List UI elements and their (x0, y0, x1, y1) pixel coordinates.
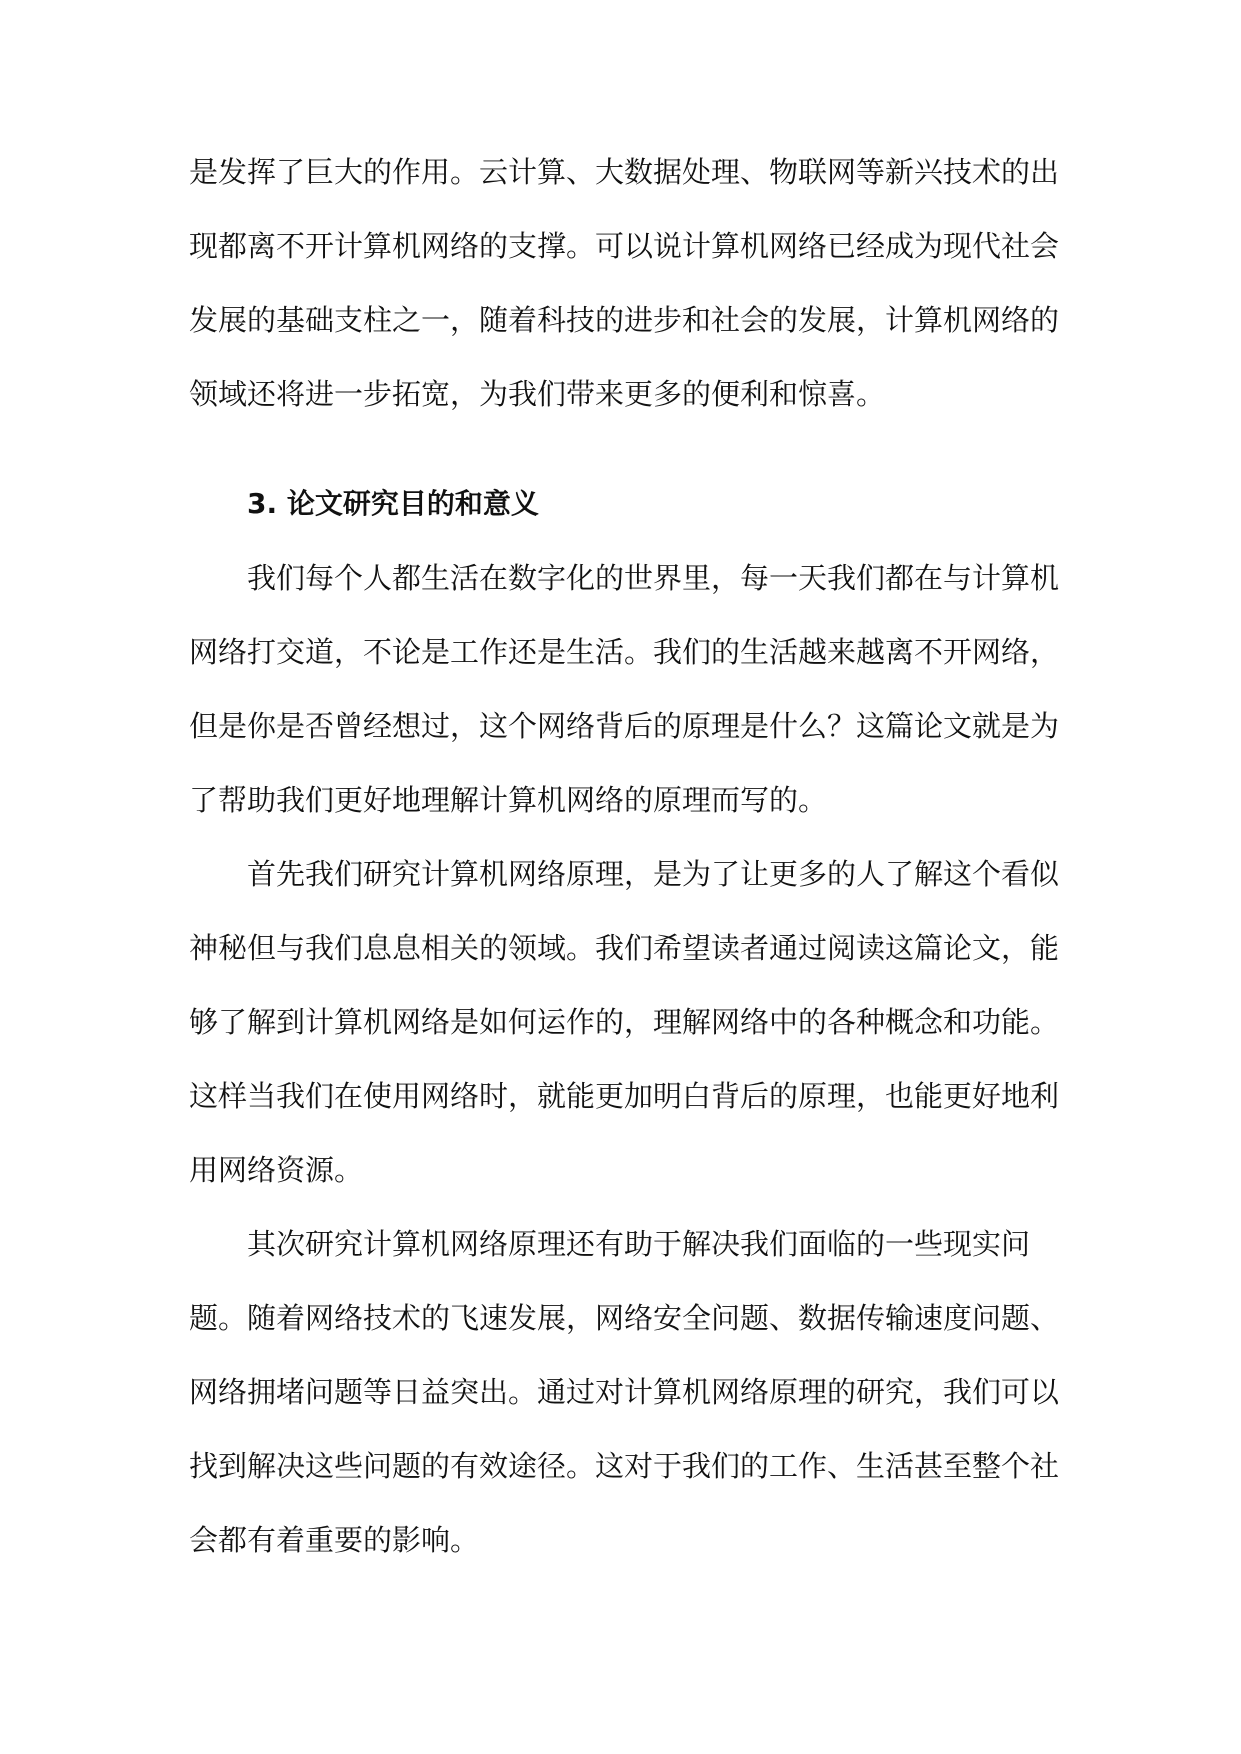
paragraph-1-line-3: 发展的基础支柱之一，随着科技的进步和社会的发展，计算机网络的 (189, 303, 1060, 337)
paragraph-4-line-4: 找到解决这些问题的有效途径。这对于我们的工作、生活甚至整个社 (189, 1449, 1060, 1483)
paragraph-4-line-1: 其次研究计算机网络原理还有助于解决我们面临的一些现实问 (247, 1227, 1031, 1261)
paragraph-1-line-4: 领域还将进一步拓宽，为我们带来更多的便利和惊喜。 (189, 377, 886, 411)
paragraph-2-line-1: 我们每个人都生活在数字化的世界里，每一天我们都在与计算机 (247, 561, 1060, 595)
paragraph-3-line-4: 这样当我们在使用网络时，就能更加明白背后的原理，也能更好地利 (189, 1079, 1060, 1113)
paragraph-1-line-2: 现都离不开计算机网络的支撑。可以说计算机网络已经成为现代社会 (189, 229, 1060, 263)
paragraph-2-line-4: 了帮助我们更好地理解计算机网络的原理而写的。 (189, 783, 828, 817)
paragraph-4-line-5: 会都有着重要的影响。 (189, 1523, 480, 1557)
section-heading: 3. 论文研究目的和意义 (247, 487, 539, 520)
paragraph-2-line-3: 但是你是否曾经想过，这个网络背后的原理是什么？这篇论文就是为 (189, 709, 1060, 743)
paragraph-1-line-1: 是发挥了巨大的作用。云计算、大数据处理、物联网等新兴技术的出 (189, 155, 1060, 189)
paragraph-3-line-3: 够了解到计算机网络是如何运作的，理解网络中的各种概念和功能。 (189, 1005, 1060, 1039)
paragraph-4-line-3: 网络拥堵问题等日益突出。通过对计算机网络原理的研究，我们可以 (189, 1375, 1060, 1409)
paragraph-3-line-5: 用网络资源。 (189, 1153, 364, 1187)
paragraph-3-line-1: 首先我们研究计算机网络原理，是为了让更多的人了解这个看似 (247, 857, 1060, 891)
paragraph-4-line-2: 题。随着网络技术的飞速发展，网络安全问题、数据传输速度问题、 (189, 1301, 1060, 1335)
paragraph-3-line-2: 神秘但与我们息息相关的领域。我们希望读者通过阅读这篇论文，能 (189, 931, 1060, 965)
paragraph-2-line-2: 网络打交道，不论是工作还是生活。我们的生活越来越离不开网络， (189, 635, 1060, 669)
